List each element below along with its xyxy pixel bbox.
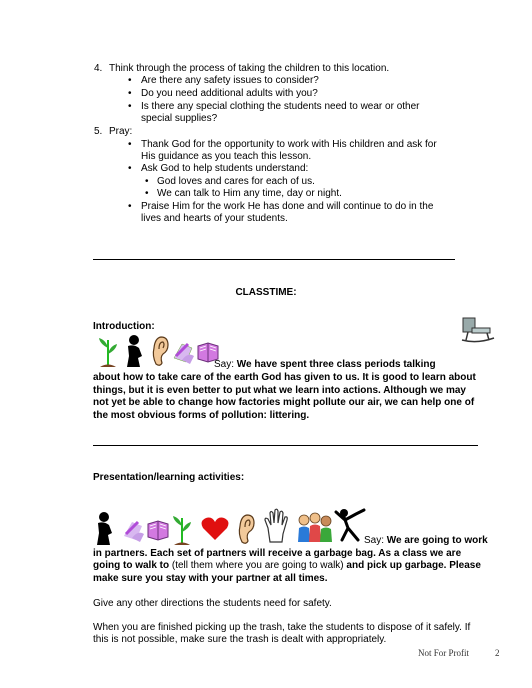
presentation-say-line-1 [364,535,488,547]
presentation-text-line: make sure you stay with your partner at all times. [93,573,328,584]
say-label: Say: [214,359,237,370]
step-4-title: Think through the process of taking the children to this location. [109,63,390,74]
ear-icon [236,512,256,546]
rocking-chair-icon [460,314,496,344]
plant-icon [96,334,120,368]
footer-text: Not For Profit [418,648,470,658]
introduction-heading: Introduction: [93,321,155,332]
praying-person-icon [94,510,118,546]
step-4-number: 4. [94,63,103,74]
introduction-text-line: not yet be able to change how factories might pollute our air, we can help one of [93,397,475,408]
book-icon [146,518,170,542]
writing-hand-icon [122,516,146,544]
presentation-paragraph-line: When you are finished picking up the trash, take the students to dispose of it safely. If [93,622,471,633]
say-text: We have spent three class periods talking [236,359,436,370]
children-group-icon [296,512,334,544]
introduction-say-line-1 [214,359,436,371]
bullet-icon: • [128,139,132,150]
classtime-heading: CLASSTIME: [235,287,297,298]
step-5-bullet: Thank God for the opportunity to work with His children and ask for [141,139,437,150]
presentation-heading: Presentation/learning activities: [93,472,245,483]
step-5-title: Pray: [109,126,133,137]
say-text: We are going to work [386,535,488,546]
raised-hand-icon [262,508,290,544]
step-5-bullet-continuation: lives and hearts of your students. [141,213,288,224]
bullet-icon: • [128,201,132,212]
divider-line [93,445,478,446]
introduction-text-line: the most obvious forms of pollution: littering. [93,410,310,421]
text-bold: going to walk to [93,560,172,571]
text-bold: and pick up garbage. Please [346,560,481,571]
presentation-paragraph-line: this is not possible, make sure the trash is dealt with appropriately. [93,634,387,645]
text-parenthetical: (tell them where you are going to walk) [171,560,347,571]
heart-icon [200,516,230,542]
bullet-icon: • [128,75,132,86]
bullet-icon: • [145,176,149,187]
bullet-icon: • [128,88,132,99]
step-5-subbullet: God loves and cares for each of us. [157,176,315,187]
bullet-icon: • [145,188,149,199]
bullet-icon: • [128,101,132,112]
step-4-bullet: Is there any special clothing the students need to wear or other [141,101,420,112]
stretching-person-icon [334,508,366,542]
step-5-number: 5. [94,126,103,137]
presentation-text-line: in partners. Each set of partners will receive a garbage bag. As a class we are [93,548,462,559]
page-number: 2 [495,648,500,658]
writing-hand-icon [172,338,196,366]
step-5-bullet-continuation: His guidance as you teach this lesson. [141,151,312,162]
praying-person-icon [124,334,148,368]
step-5-subbullet: We can talk to Him any time, day or night. [157,188,342,199]
step-4-bullet: Do you need additional adults with you? [141,88,318,99]
presentation-text-line [93,560,481,572]
ear-icon [150,334,170,368]
presentation-paragraph: Give any other directions the students need for safety. [93,598,332,609]
step-5-bullet: Praise Him for the work He has done and will continue to do in the [141,201,434,212]
introduction-text-line: things, but it is even better to put what we learn into actions. Although we may [93,385,466,396]
plant-icon [170,512,194,546]
step-4-bullet: Are there any safety issues to consider? [141,75,319,86]
step-4-bullet-continuation: special supplies? [141,113,218,124]
say-label: Say: [364,535,387,546]
bullet-icon: • [128,163,132,174]
step-5-bullet: Ask God to help students understand: [141,163,309,174]
introduction-text-line: about how to take care of the earth God has given to us. It is good to learn about [93,372,476,383]
divider-line [93,259,455,260]
